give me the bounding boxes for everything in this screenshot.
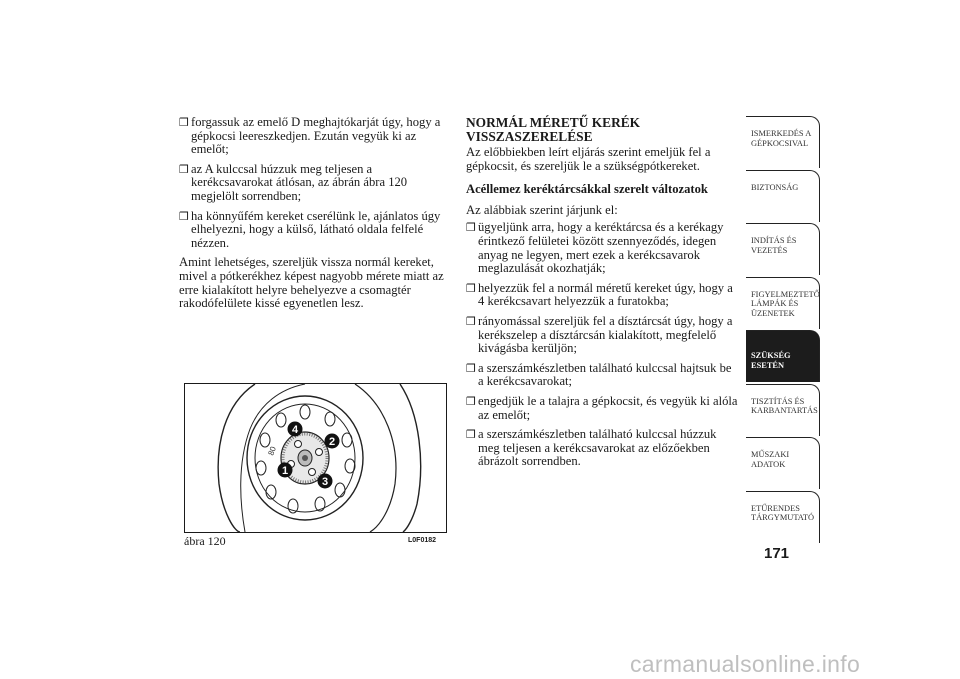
tab-szukseg-eseten[interactable]: SZÜKSÉG ESETÉN [746,330,820,382]
bullet-text: ❒ a szerszámkészletben található kulccsal hajtsuk be a kerékcsavarokat; [478,360,732,389]
marker-3: 3 [321,476,329,488]
bullet-text: ❒ rányomással szereljük fel a dísztárcsát úgy, hogy a kerékszelep a dísztárcsán kialakított, megfelelő kivágásba kerüljön; [478,313,733,356]
tab-biztonsag[interactable]: BIZTONSÁG [746,170,820,222]
bullet-text: ❒ engedjük le a talajra a gépkocsit, és vegyük ki alóla az emelőt; [478,393,738,422]
tab-tisztitas[interactable]: TISZTÍTÁS ÉS KARBANTARTÁS [746,384,820,436]
figure-caption: ábra 120 [184,534,226,548]
bullet-item [466,395,740,422]
bullet-text: ❒ ügyeljünk arra, hogy a keréktárcsa és a kerékagy érintkező felületei között szennyeződés, idegen anyag ne legyen, mert ezek a kerékcsavarok meglazulását okozhatják; [478,220,724,276]
bullet-item [179,116,451,157]
bullet-item [466,282,740,309]
bullet-item [466,362,740,389]
intro-paragraph: Az előbbiekben leírt eljárás szerint emeljük fel a gépkocsit, és szereljük le a szükségpótkereket. [466,145,711,173]
tab-ismerkedes[interactable]: ISMERKEDÉS A GÉPKOCSIVAL [746,116,820,168]
paragraph: Amint lehetséges, szereljük vissza normál kereket, mivel a pótkerékhez képest nagyobb mérete miatt az erre kialakított helyre behelyezve a csomagtér rakodófelülete kissé egyenetlen lesz. [179,255,444,311]
marker-2: 2 [328,436,336,448]
tab-targymutato[interactable]: ETŰRENDES TÁRGYMUTATÓ [746,491,820,543]
bullet-item [466,315,740,356]
tire-mark: 80 [266,445,278,457]
chapter-tabs [746,116,820,544]
watermark: carmanualsonline.info [630,651,861,677]
bullet-item [179,210,451,251]
marker-1: 1 [281,465,289,477]
tab-inditas[interactable]: INDÍTÁS ÉS VEZETÉS [746,223,820,275]
sub-heading: Acéllemez keréktárcsákkal szerelt változatok [466,182,708,197]
bullet-text: ❒ a szerszámkészletben található kulccsal húzzuk meg teljesen a kerékcsavarokat az előzőekben ábrázolt sorrendben. [478,427,717,469]
bullet-text: ❒ ha könnyűfém kereket cserélünk le, ajánlatos úgy elhelyezni, hogy a külső, látható oldala felfelé nézzen. [191,208,441,250]
wheel-illustration [185,384,446,532]
tab-muszaki-adatok[interactable]: MŰSZAKI ADATOK [746,437,820,489]
left-column [179,116,451,311]
bullet-text: ❒ helyezzük fel a normál méretű kereket úgy, hogy a 4 kerékcsavart helyezzük a furatokba; [478,280,733,309]
tab-figyelmezteto[interactable]: FIGYELMEZTETŐ LÁMPÁK ÉS ÜZENETEK [746,277,820,329]
bullet-item [466,221,740,275]
bullet-item [466,428,740,469]
bullet-text: ❒ az A kulccsal húzzuk meg teljesen a kerékcsavarokat átlósan, az ábrán ábra 120 megjelölt sorrendben; [191,161,408,203]
marker-4: 4 [291,424,299,436]
right-column [466,116,740,475]
figure-code: L0F0182 [408,537,437,544]
wheel-figure [184,383,447,533]
section-heading: NORMÁL MÉRETŰ KERÉK VISSZASZERELÉSE [466,115,641,144]
bullet-item [179,163,451,204]
bullet-text: ❒ forgassuk az emelő D meghajtókarját úgy, hogy a gépkocsi leereszkedjen. Ezután vegyük ki az emelőt; [191,115,441,157]
lead-text: Az alábbiak szerint járjunk el: [466,202,618,217]
page-number: 171 [764,545,790,562]
